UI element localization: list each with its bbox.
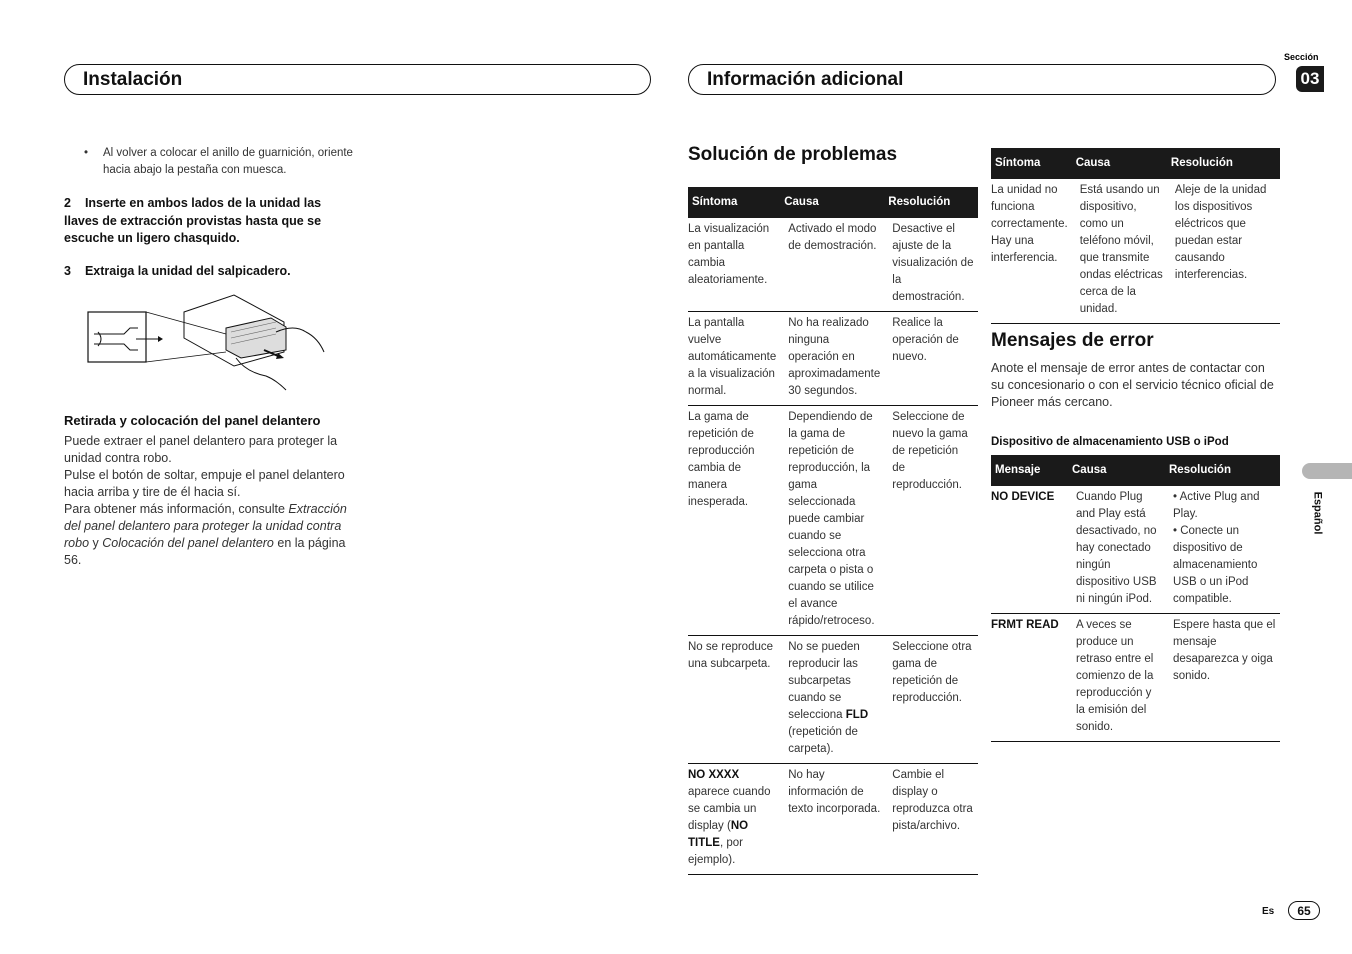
no-title-code: NO TITLE — [688, 820, 749, 849]
unit-removal-illustration — [86, 292, 336, 392]
table-row — [688, 218, 978, 312]
step-3-number: 3 — [64, 264, 71, 278]
step-3-text: Extraiga la unidad del salpicadero. — [84, 264, 291, 278]
cause-tail: (repetición de carpeta). — [788, 726, 858, 755]
resolution-line-2: • Conecte un dispositivo de almacenamiento USB o un iPod compatible. — [1173, 525, 1258, 605]
table-row — [688, 312, 978, 406]
cell-cause: Cuando Plug and Play está desactivado, no hay conectado ningún dispositivo USB ni ningún iPod. — [1068, 486, 1165, 614]
link-attach-panel: Colocación del panel delantero — [102, 536, 274, 550]
bullet-text: Al volver a colocar el anillo de guarnición, oriente hacia abajo la pestaña con muesca. — [103, 147, 353, 176]
fld-code: FLD — [845, 709, 869, 721]
section-number: 03 — [1296, 66, 1324, 92]
usb-ipod-subheading: Dispositivo de almacenamiento USB o iPod — [991, 436, 1229, 448]
para-protect: Puede extraer el panel delantero para proteger la unidad contra robo. — [64, 434, 338, 465]
col-symptom: Síntoma — [991, 148, 1072, 179]
bullet-icon: • — [84, 147, 89, 159]
cell-symptom: La unidad no funciona correctamente. Hay una interferencia. — [991, 179, 1072, 324]
error-messages-table — [991, 455, 1280, 742]
symptom-a: aparece cuando se cambia un display ( — [688, 786, 771, 832]
resolution-line-1: • Active Plug and Play. — [1173, 491, 1260, 520]
cell-cause: Está usando un dispositivo, como un teléfono móvil, que transmite ondas eléctricas cerca de la unidad. — [1072, 179, 1167, 324]
cell-cause — [780, 636, 884, 764]
step-2 — [64, 195, 354, 248]
table-row — [991, 179, 1280, 324]
table-row — [991, 486, 1280, 614]
cell-resolution — [1165, 486, 1280, 614]
table-row — [688, 406, 978, 636]
cell-cause: A veces se produce un retraso entre el comienzo de la reproducción y la emisión del sonido. — [1068, 614, 1165, 742]
col-resolution: Resolución — [1165, 455, 1280, 486]
para-ref-a: Para obtener más información, consulte — [64, 502, 289, 516]
cell-symptom: La visualización en pantalla cambia aleatoriamente. — [688, 218, 780, 312]
error-intro: Anote el mensaje de error antes de contactar con su concesionario o con el servicio técnico oficial de Pioneer más cercano. — [991, 361, 1274, 409]
cell-cause: No ha realizado ninguna operación en aproximadamente 30 segundos. — [780, 312, 884, 406]
para-ref-c: en la página 56. — [64, 536, 346, 567]
step-2-number: 2 — [64, 196, 71, 210]
cell-symptom: No se reproduce una subcarpeta. — [688, 636, 780, 764]
cell-symptom: La gama de repetición de reproducción cambia de manera inesperada. — [688, 406, 780, 636]
step-3 — [64, 263, 354, 281]
language-tab — [1302, 463, 1352, 479]
bullet-item — [84, 145, 364, 179]
col-cause: Causa — [1068, 455, 1165, 486]
para-ref-b: y — [89, 536, 103, 550]
cell-resolution: Aleje de la unidad los dispositivos eléctricos que puedan estar causando interferencias. — [1167, 179, 1280, 324]
cell-resolution: Seleccione de nuevo la gama de repetición de reproducción. — [884, 406, 978, 636]
cause-text: No se pueden reproducir las subcarpetas cuando se selecciona — [788, 641, 860, 721]
cell-resolution: Desactive el ajuste de la visualización de la demostración. — [884, 218, 978, 312]
para-reference — [64, 501, 354, 569]
cell-resolution: Seleccione otra gama de repetición de reproducción. — [884, 636, 978, 764]
table-row — [688, 764, 978, 875]
link-detach-panel: Extracción del panel delantero para proteger la unidad contra robo — [64, 502, 347, 550]
cell-message: NO DEVICE — [991, 486, 1068, 614]
col-symptom: Síntoma — [688, 187, 780, 218]
section-label: Sección — [1284, 52, 1319, 62]
col-message: Mensaje — [991, 455, 1068, 486]
no-xxxx-code: NO XXXX — [688, 769, 740, 781]
troubleshooting-title: Solución de problemas — [688, 144, 898, 165]
cell-resolution: Cambie el display o reproduzca otra pista/archivo. — [884, 764, 978, 875]
footer-language: Es — [1262, 906, 1275, 917]
col-resolution: Resolución — [1167, 148, 1280, 179]
col-cause: Causa — [1072, 148, 1167, 179]
cell-resolution: Realice la operación de nuevo. — [884, 312, 978, 406]
cell-cause: No hay información de texto incorporada. — [780, 764, 884, 875]
table-row — [991, 614, 1280, 742]
para-release: Pulse el botón de soltar, empuje el panel delantero hacia arriba y tire de él hacia sí. — [64, 468, 345, 499]
troubleshooting-table — [688, 187, 978, 875]
col-cause: Causa — [780, 187, 884, 218]
header-additional-info: Información adicional — [688, 64, 1276, 95]
troubleshooting-table-continued — [991, 148, 1280, 324]
col-resolution: Resolución — [884, 187, 978, 218]
header-installation: Instalación — [64, 64, 651, 95]
language-label: Español — [1311, 491, 1324, 535]
cell-resolution: Espere hasta que el mensaje desaparezca y oiga sonido. — [1165, 614, 1280, 742]
page-number: 65 — [1288, 901, 1320, 920]
cell-message: FRMT READ — [991, 614, 1068, 742]
cell-cause: Activado el modo de demostración. — [780, 218, 884, 312]
symptom-c: , por ejemplo). — [688, 837, 743, 866]
table-row — [688, 636, 978, 764]
cell-symptom — [688, 764, 780, 875]
error-messages-title: Mensajes de error — [991, 330, 1154, 351]
step-2-text: Inserte en ambos lados de la unidad las llaves de extracción provistas hasta que se escuche un ligero chasquido. — [64, 196, 322, 245]
cell-symptom: La pantalla vuelve automáticamente a la visualización normal. — [688, 312, 780, 406]
front-panel-subheading: Retirada y colocación del panel delantero — [64, 413, 321, 428]
cell-cause: Dependiendo de la gama de repetición de reproducción, la gama seleccionada puede cambiar cuando se selecciona otra carpeta o pista o cuando se utilice el avance rápido/retroceso. — [780, 406, 884, 636]
